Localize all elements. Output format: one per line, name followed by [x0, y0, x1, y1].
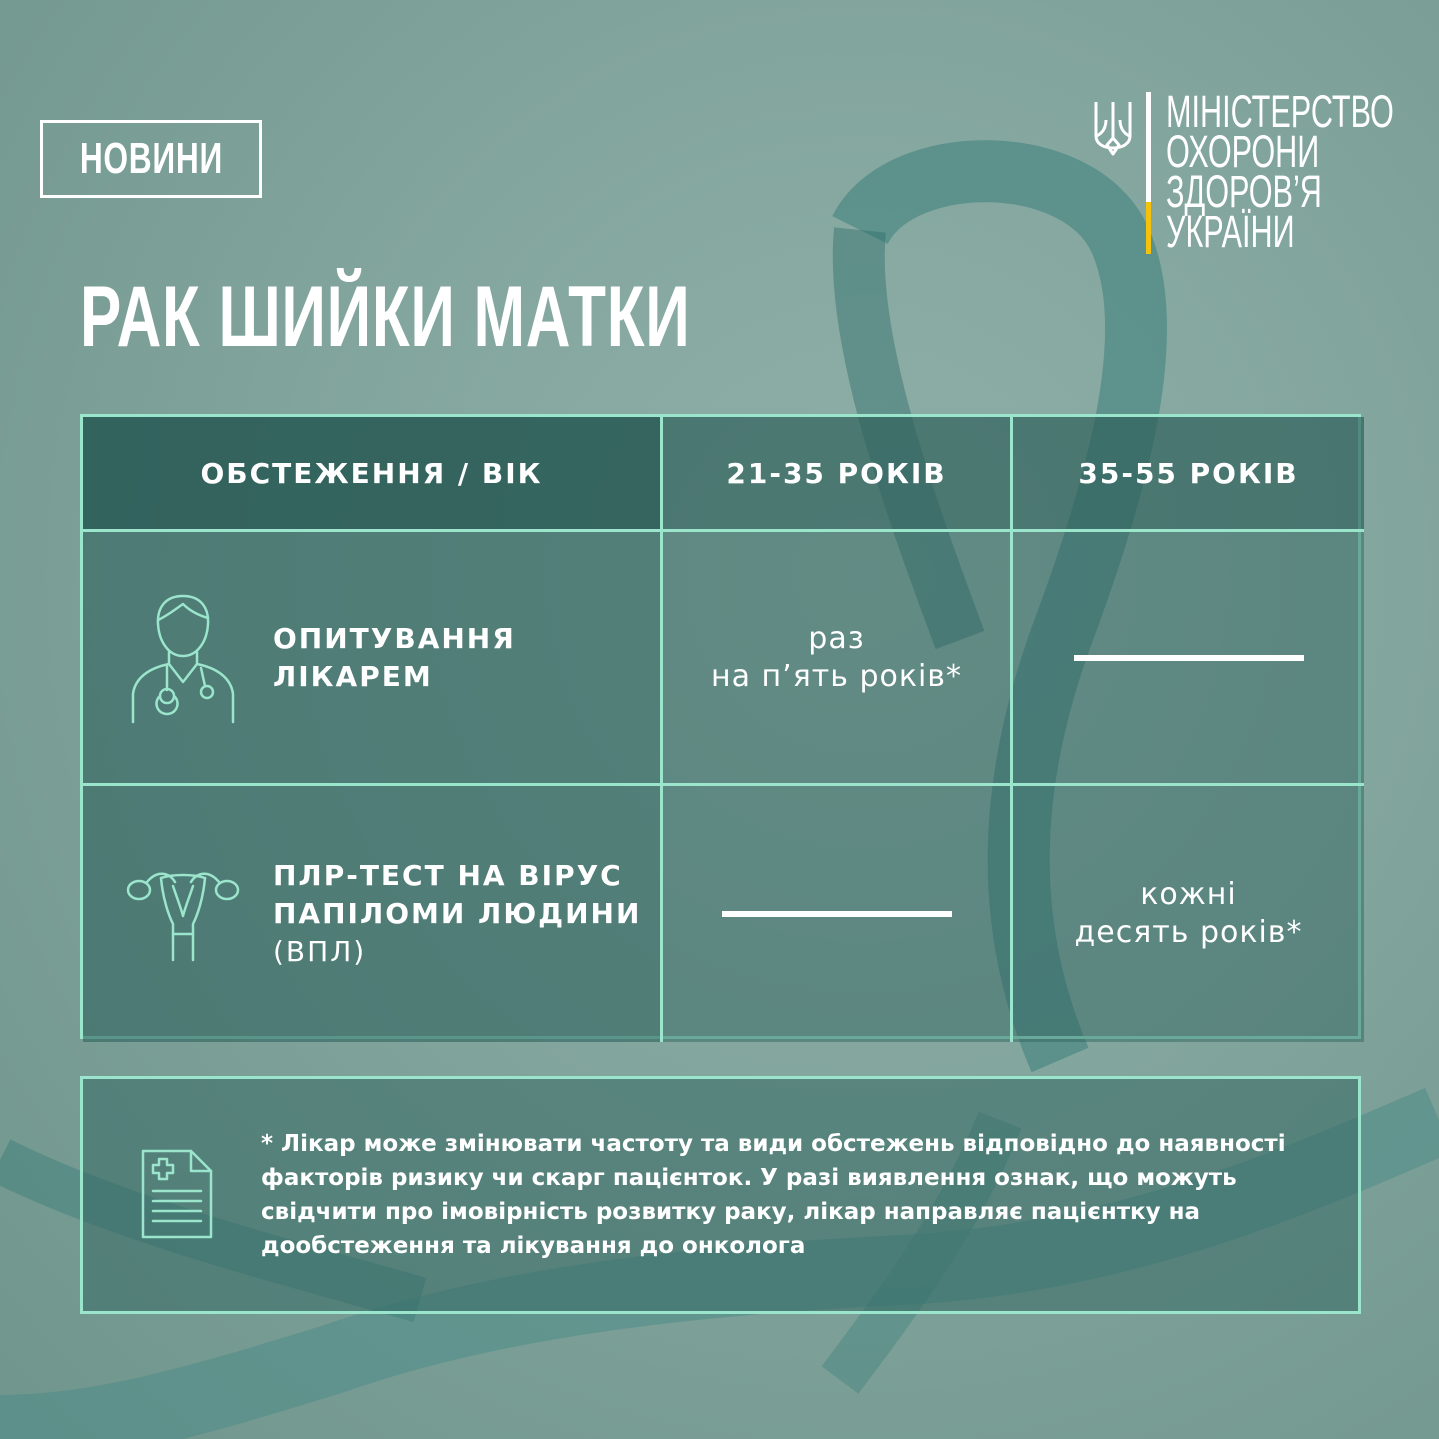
row-label-line: ПАПІЛОМИ ЛЮДИНИ	[273, 897, 642, 930]
cell-doctor-35-55	[1013, 532, 1364, 786]
row-doctor-survey-text	[273, 620, 516, 696]
footnote-box	[80, 1076, 1361, 1314]
trident-icon	[1092, 98, 1134, 156]
frequency-line: кожні	[1140, 877, 1237, 912]
ministry-name-line: УКРАЇНИ	[1166, 206, 1295, 257]
ministry-name-line: МІНІСТЕРСТВО	[1166, 86, 1394, 137]
not-applicable-dash	[1074, 655, 1304, 661]
row-label-line: ОПИТУВАННЯ	[273, 621, 516, 655]
not-applicable-dash	[722, 911, 952, 917]
doctor-icon	[127, 590, 239, 726]
page-title: РАК ШИЙКИ МАТКИ	[80, 269, 691, 365]
ministry-name	[1166, 86, 1439, 257]
row-hpv-test-text	[273, 857, 641, 971]
frequency-line: раз	[808, 620, 865, 656]
logo-divider	[1146, 92, 1151, 254]
frequency-value	[711, 620, 962, 696]
footnote-text: * Лікар може змінювати частоту та види обстежень відповідно до наявності факторів ризику чи скарг пацієнток. У разі виявлення ознак, що можуть свідчити про імовірність розвитку раку, лікар направляє пацієнтку на дообстеження та лікування до онколога	[261, 1131, 1286, 1259]
row-hpv-test-label	[83, 786, 663, 1042]
uterus-icon	[123, 864, 243, 964]
frequency-line: на п’ять років*	[711, 658, 962, 694]
medical-document-icon	[139, 1147, 215, 1241]
table-header-age-35-55: 35-55 РОКІВ	[1013, 417, 1364, 532]
cell-hpv-21-35	[663, 786, 1013, 1042]
ministry-name-line: ЗДОРОВ’Я	[1166, 166, 1322, 217]
news-badge-label: НОВИНИ	[79, 134, 223, 183]
row-doctor-survey-label	[83, 532, 663, 786]
ministry-name-line: ОХОРОНИ	[1166, 126, 1320, 177]
frequency-value	[1075, 876, 1303, 952]
screening-table	[80, 414, 1361, 1039]
cell-hpv-35-55	[1013, 786, 1364, 1042]
news-badge	[40, 120, 262, 198]
frequency-line: десять років*	[1074, 915, 1303, 950]
table-header-exam: ОБСТЕЖЕННЯ / ВІК	[83, 417, 663, 532]
row-label-line: ПЛР-ТЕСТ НА ВІРУС	[273, 859, 623, 892]
cell-doctor-21-35	[663, 532, 1013, 786]
table-header-age-21-35: 21-35 РОКІВ	[663, 417, 1013, 532]
row-label-line: ЛІКАРЕМ	[273, 659, 433, 693]
row-label-sub: (ВПЛ)	[273, 935, 367, 968]
